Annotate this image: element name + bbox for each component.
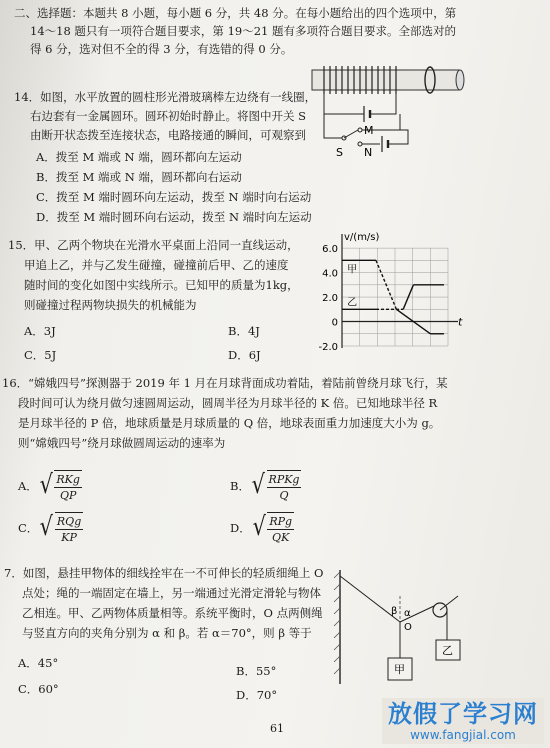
q15-line-1: 15．甲、乙两个物块在光滑水平桌面上沿同一直线运动， [8,238,299,252]
q16-line-3: 是月球半径的 P 倍，地球质量是月球质量的 Q 倍，地球表面重力加速度大小为 g。 [18,416,441,430]
y-axis-label: v/(m/s) [344,232,380,243]
switch-n-label: N [364,146,373,159]
q15-option-c: C．5J [24,348,57,362]
q15-line-4: 则碰撞过程两物块损失的机械能为 [24,298,197,312]
q14-line-3: 由断开状态拨至连接状态，电路接通的瞬间，可观察到 [30,128,306,142]
y-tick-label: 6.0 [322,244,338,256]
q16-line-4: 则“嫦娥四号”绕月球做圆周运动的速率为 [18,436,226,450]
q16-option-a: A． √ $\frac{\text{RKg}}{QP}$ [18,470,80,502]
q17-option-b: B．55° [236,664,277,678]
q15-option-b: B．4J [228,324,260,338]
q16-option-d: D． √ $\frac{\text{RPg}}{QK}$ [230,512,293,544]
q14-line-2: 右边套有一金属圆环。圆环初始时静止。将图中开关 S [30,109,307,123]
q14-option-a: A．拨至 M 端或 N 端，圆环都向左运动 [36,150,242,164]
series-label: 甲 [347,264,358,276]
y-tick-label: -2.0 [318,342,338,353]
q14-option-c: C．拨至 M 端时圆环向左运动，拨至 N 端时向右运动 [36,190,312,204]
watermark-title: 放假了学习网 [388,700,538,728]
q15-option-a: A．3J [24,324,56,338]
watermark [382,698,544,744]
q15-option-d: D．6J [228,348,261,362]
q17-option-c: C．60° [18,682,59,696]
q14-option-b: B．拨至 M 端或 N 端，圆环都向右运动 [36,170,242,184]
label-beta: β [391,606,398,617]
x-axis-label: t [458,315,463,329]
q17-option-a: A．45° [18,656,59,670]
q15-line-2: 甲追上乙，并与乙发生碰撞，碰撞前后甲、乙的速度 [24,258,289,272]
section-header-line-2: 14～18 题只有一项符合题目要求，第 19～21 题有多项符合题目要求。全部选对的 [30,24,456,38]
label-o: O [404,622,412,633]
q17-option-d: D．70° [236,688,278,702]
section-header-line-1: 二、选择题：本题共 8 小题，每小题 6 分，共 48 分。在每小题给出的四个选项中，第 [14,6,457,20]
y-tick-label: 4.0 [322,268,338,280]
watermark-url: www.fangjial.com [410,728,516,742]
q16-option-c: C． √ $\frac{\text{RQg}}{KP}$ [18,512,82,544]
q15-velocity-time-chart [300,228,463,356]
switch-s-label: S [336,146,343,159]
label-jia: 甲 [394,663,405,676]
q17-pulley-figure [330,566,480,686]
q14-option-d: D．拨至 M 端时圆环向右运动，拨至 N 端时向左运动 [36,210,312,224]
q16-option-b: B． √ $\frac{\text{RPKg}}{Q}$ [230,470,300,502]
q17-line-1: 7．如图，悬挂甲物体的细线拴牢在一不可伸长的轻质细绳上 O [4,566,324,580]
q14-line-1: 14．如图，水平放置的圆柱形光滑玻璃棒左边绕有一线圈， [14,90,317,104]
series-label: 乙 [347,297,358,309]
q17-line-4: 与竖直方向的夹角分别为 α 和 β。若 α＝70°，则 β 等于 [22,626,312,640]
q16-line-2: 段时间可认为绕月做匀速圆周运动，圆周半径为月球半径的 K 倍。已知地球半径 R [18,396,438,410]
label-alpha: α [404,608,411,619]
q14-coil-circuit-figure [300,56,470,166]
q15-line-3: 随时间的变化如图中实线所示。已知甲的质量为1kg， [24,278,299,292]
switch-m-label: M [364,124,374,137]
q16-line-1: 16．“嫦娥四号”探测器于 2019 年 1 月在月球背面成功着陆，着陆前曾绕月球飞行，某 [2,376,448,390]
y-tick-label: 2.0 [322,293,338,305]
page-number: 61 [270,722,284,735]
label-yi: 乙 [442,644,453,657]
q17-line-2: 点处；绳的一端固定在墙上，另一端通过光滑定滑轮与物体 [22,586,321,600]
y-tick-label: 0 [331,317,338,329]
q17-line-3: 乙相连。甲、乙两物体质量相等。系统平衡时，O 点两侧绳 [22,606,323,620]
section-header-line-3: 得 6 分，选对但不全的得 3 分，有选错的得 0 分。 [30,42,293,56]
